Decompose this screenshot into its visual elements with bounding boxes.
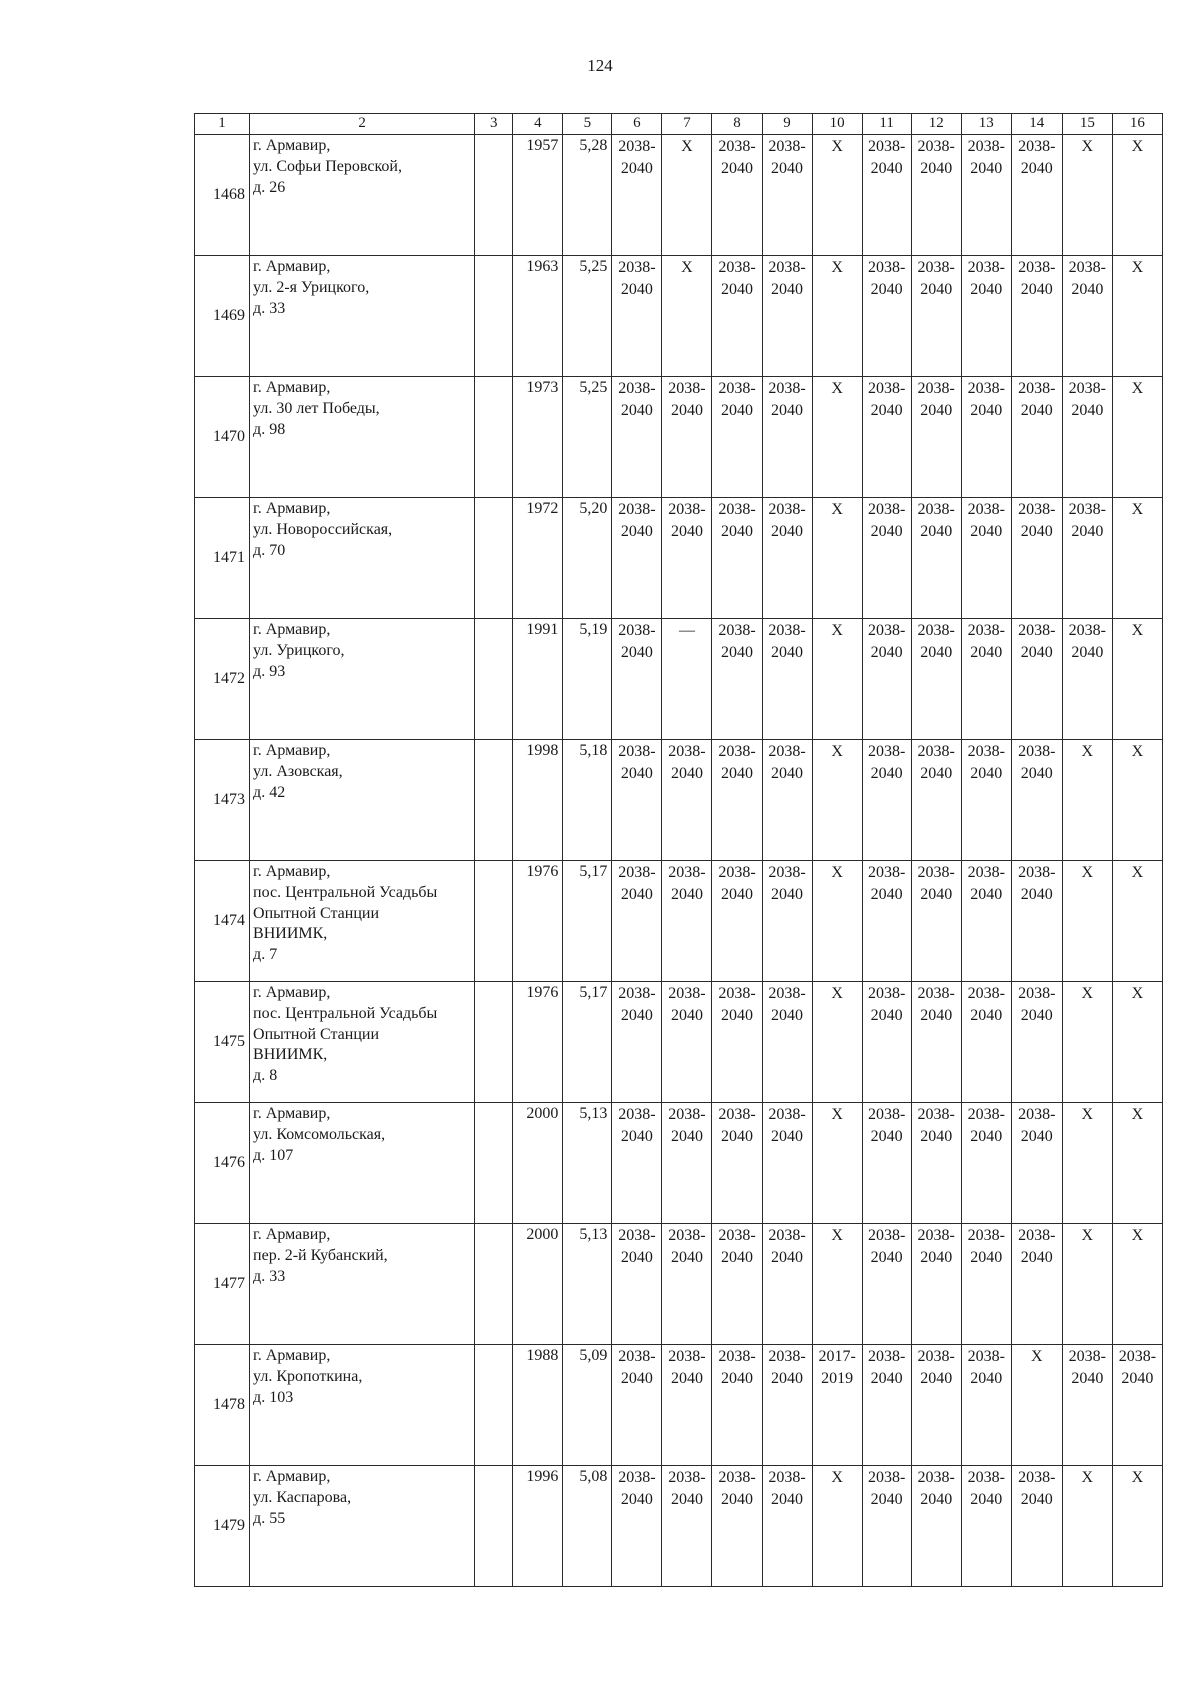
period-cell-col-16: 2038- 2040	[1112, 1345, 1162, 1466]
row-number: 1478	[195, 1345, 250, 1466]
period-cell-col-16: Х	[1112, 377, 1162, 498]
period-cell-col-14: Х	[1011, 1345, 1062, 1466]
period-cell-col-11: 2038- 2040	[862, 1103, 911, 1224]
year-cell: 2000	[513, 1224, 563, 1345]
period-cell-col-9: 2038- 2040	[762, 1466, 812, 1587]
period-cell-col-11: 2038- 2040	[862, 1345, 911, 1466]
period-cell-col-16: Х	[1112, 740, 1162, 861]
value-cell: 5,09	[563, 1345, 612, 1466]
column-3-cell	[475, 619, 513, 740]
column-number-4: 4	[513, 114, 563, 135]
period-cell-col-8: 2038- 2040	[712, 377, 762, 498]
period-cell-col-11: 2038- 2040	[862, 740, 911, 861]
column-number-5: 5	[563, 114, 612, 135]
period-cell-col-10: Х	[812, 1224, 862, 1345]
period-cell-col-6: 2038- 2040	[612, 135, 662, 256]
table-row	[195, 740, 1163, 861]
table-body	[195, 114, 1163, 1587]
period-cell-col-14: 2038- 2040	[1011, 1103, 1062, 1224]
row-number: 1472	[195, 619, 250, 740]
period-cell-col-13: 2038- 2040	[961, 377, 1011, 498]
period-cell-col-16: Х	[1112, 861, 1162, 982]
value-cell: 5,13	[563, 1224, 612, 1345]
row-number: 1469	[195, 256, 250, 377]
column-3-cell	[475, 135, 513, 256]
column-number-14: 14	[1011, 114, 1062, 135]
row-number: 1470	[195, 377, 250, 498]
period-cell-col-13: 2038- 2040	[961, 1224, 1011, 1345]
column-3-cell	[475, 1224, 513, 1345]
period-cell-col-8: 2038- 2040	[712, 135, 762, 256]
period-cell-col-13: 2038- 2040	[961, 135, 1011, 256]
column-number-11: 11	[862, 114, 911, 135]
period-cell-col-7: 2038- 2040	[662, 1103, 712, 1224]
period-cell-col-12: 2038- 2040	[911, 1345, 961, 1466]
table-row	[195, 619, 1163, 740]
period-cell-col-13: 2038- 2040	[961, 256, 1011, 377]
period-cell-col-10: Х	[812, 256, 862, 377]
table-row	[195, 1103, 1163, 1224]
period-cell-col-14: 2038- 2040	[1011, 1224, 1062, 1345]
row-number: 1475	[195, 982, 250, 1103]
period-cell-col-12: 2038- 2040	[911, 377, 961, 498]
period-cell-col-7: 2038- 2040	[662, 1224, 712, 1345]
period-cell-col-9: 2038- 2040	[762, 1224, 812, 1345]
period-cell-col-8: 2038- 2040	[712, 1466, 762, 1587]
year-cell: 1963	[513, 256, 563, 377]
period-cell-col-16: Х	[1112, 135, 1162, 256]
period-cell-col-12: 2038- 2040	[911, 740, 961, 861]
column-3-cell	[475, 256, 513, 377]
period-cell-col-8: 2038- 2040	[712, 861, 762, 982]
column-3-cell	[475, 740, 513, 861]
row-number: 1476	[195, 1103, 250, 1224]
period-cell-col-12: 2038- 2040	[911, 861, 961, 982]
year-cell: 1976	[513, 861, 563, 982]
period-cell-col-15: 2038- 2040	[1062, 377, 1112, 498]
table-row	[195, 498, 1163, 619]
period-cell-col-7: 2038- 2040	[662, 861, 712, 982]
period-cell-col-15: Х	[1062, 1103, 1112, 1224]
period-cell-col-7: Х	[662, 256, 712, 377]
period-cell-col-9: 2038- 2040	[762, 135, 812, 256]
period-cell-col-11: 2038- 2040	[862, 256, 911, 377]
period-cell-col-6: 2038- 2040	[612, 377, 662, 498]
year-cell: 1991	[513, 619, 563, 740]
address-cell: г. Армавир, ул. Кропоткина, д. 103	[250, 1345, 475, 1466]
page-number: 124	[587, 56, 613, 75]
period-cell-col-14: 2038- 2040	[1011, 135, 1062, 256]
period-cell-col-15: Х	[1062, 135, 1112, 256]
period-cell-col-13: 2038- 2040	[961, 1466, 1011, 1587]
period-cell-col-8: 2038- 2040	[712, 1345, 762, 1466]
period-cell-col-8: 2038- 2040	[712, 619, 762, 740]
period-cell-col-7: Х	[662, 135, 712, 256]
period-cell-col-12: 2038- 2040	[911, 498, 961, 619]
period-cell-col-12: 2038- 2040	[911, 135, 961, 256]
period-cell-col-8: 2038- 2040	[712, 498, 762, 619]
period-cell-col-10: Х	[812, 619, 862, 740]
period-cell-col-14: 2038- 2040	[1011, 1466, 1062, 1587]
period-cell-col-14: 2038- 2040	[1011, 982, 1062, 1103]
period-cell-col-9: 2038- 2040	[762, 619, 812, 740]
period-cell-col-10: Х	[812, 1466, 862, 1587]
value-cell: 5,25	[563, 377, 612, 498]
period-cell-col-9: 2038- 2040	[762, 1103, 812, 1224]
table-row	[195, 377, 1163, 498]
period-cell-col-12: 2038- 2040	[911, 256, 961, 377]
value-cell: 5,18	[563, 740, 612, 861]
address-cell: г. Армавир, пер. 2-й Кубанский, д. 33	[250, 1224, 475, 1345]
address-cell: г. Армавир, ул. Софьи Перовской, д. 26	[250, 135, 475, 256]
period-cell-col-6: 2038- 2040	[612, 619, 662, 740]
column-number-2: 2	[250, 114, 475, 135]
period-cell-col-13: 2038- 2040	[961, 982, 1011, 1103]
year-cell: 1957	[513, 135, 563, 256]
value-cell: 5,13	[563, 1103, 612, 1224]
address-cell: г. Армавир, пос. Центральной Усадьбы Опытной Станции ВНИИМК, д. 8	[250, 982, 475, 1103]
table-row	[195, 256, 1163, 377]
table-row	[195, 861, 1163, 982]
address-cell: г. Армавир, ул. 2-я Урицкого, д. 33	[250, 256, 475, 377]
table-row	[195, 982, 1163, 1103]
period-cell-col-15: Х	[1062, 1466, 1112, 1587]
value-cell: 5,20	[563, 498, 612, 619]
period-cell-col-14: 2038- 2040	[1011, 377, 1062, 498]
value-cell: 5,19	[563, 619, 612, 740]
period-cell-col-11: 2038- 2040	[862, 861, 911, 982]
period-cell-col-16: Х	[1112, 1466, 1162, 1587]
period-cell-col-15: 2038- 2040	[1062, 1345, 1112, 1466]
register-table	[194, 113, 1163, 1587]
column-number-10: 10	[812, 114, 862, 135]
period-cell-col-10: Х	[812, 740, 862, 861]
period-cell-col-12: 2038- 2040	[911, 1466, 961, 1587]
period-cell-col-10: Х	[812, 377, 862, 498]
row-number: 1474	[195, 861, 250, 982]
value-cell: 5,08	[563, 1466, 612, 1587]
period-cell-col-8: 2038- 2040	[712, 256, 762, 377]
period-cell-col-11: 2038- 2040	[862, 377, 911, 498]
period-cell-col-9: 2038- 2040	[762, 861, 812, 982]
table-row	[195, 1224, 1163, 1345]
row-number: 1477	[195, 1224, 250, 1345]
address-cell: г. Армавир, ул. Урицкого, д. 93	[250, 619, 475, 740]
period-cell-col-9: 2038- 2040	[762, 377, 812, 498]
period-cell-col-11: 2038- 2040	[862, 498, 911, 619]
row-number: 1468	[195, 135, 250, 256]
column-number-9: 9	[762, 114, 812, 135]
period-cell-col-9: 2038- 2040	[762, 1345, 812, 1466]
period-cell-col-13: 2038- 2040	[961, 1103, 1011, 1224]
year-cell: 1996	[513, 1466, 563, 1587]
address-cell: г. Армавир, пос. Центральной Усадьбы Опытной Станции ВНИИМК, д. 7	[250, 861, 475, 982]
period-cell-col-16: Х	[1112, 619, 1162, 740]
period-cell-col-16: Х	[1112, 1224, 1162, 1345]
period-cell-col-8: 2038- 2040	[712, 1103, 762, 1224]
address-cell: г. Армавир, ул. 30 лет Победы, д. 98	[250, 377, 475, 498]
period-cell-col-6: 2038- 2040	[612, 861, 662, 982]
period-cell-col-13: 2038- 2040	[961, 619, 1011, 740]
column-number-1: 1	[195, 114, 250, 135]
period-cell-col-6: 2038- 2040	[612, 1224, 662, 1345]
table-row	[195, 1345, 1163, 1466]
column-number-16: 16	[1112, 114, 1162, 135]
row-number: 1471	[195, 498, 250, 619]
column-number-6: 6	[612, 114, 662, 135]
column-number-8: 8	[712, 114, 762, 135]
period-cell-col-11: 2038- 2040	[862, 1224, 911, 1345]
period-cell-col-16: Х	[1112, 256, 1162, 377]
period-cell-col-11: 2038- 2040	[862, 1466, 911, 1587]
period-cell-col-14: 2038- 2040	[1011, 498, 1062, 619]
period-cell-col-16: Х	[1112, 1103, 1162, 1224]
period-cell-col-13: 2038- 2040	[961, 861, 1011, 982]
period-cell-col-15: Х	[1062, 740, 1112, 861]
period-cell-col-9: 2038- 2040	[762, 256, 812, 377]
address-cell: г. Армавир, ул. Новороссийская, д. 70	[250, 498, 475, 619]
period-cell-col-6: 2038- 2040	[612, 1466, 662, 1587]
period-cell-col-16: Х	[1112, 498, 1162, 619]
period-cell-col-6: 2038- 2040	[612, 982, 662, 1103]
period-cell-col-15: Х	[1062, 861, 1112, 982]
column-3-cell	[475, 498, 513, 619]
column-number-15: 15	[1062, 114, 1112, 135]
period-cell-col-13: 2038- 2040	[961, 1345, 1011, 1466]
period-cell-col-7: —	[662, 619, 712, 740]
period-cell-col-6: 2038- 2040	[612, 1345, 662, 1466]
period-cell-col-13: 2038- 2040	[961, 498, 1011, 619]
column-3-cell	[475, 1103, 513, 1224]
address-cell: г. Армавир, ул. Комсомольская, д. 107	[250, 1103, 475, 1224]
period-cell-col-8: 2038- 2040	[712, 1224, 762, 1345]
period-cell-col-15: Х	[1062, 982, 1112, 1103]
address-cell: г. Армавир, ул. Каспарова, д. 55	[250, 1466, 475, 1587]
period-cell-col-15: Х	[1062, 1224, 1112, 1345]
row-number: 1473	[195, 740, 250, 861]
period-cell-col-7: 2038- 2040	[662, 377, 712, 498]
table-row	[195, 135, 1163, 256]
year-cell: 1998	[513, 740, 563, 861]
column-3-cell	[475, 982, 513, 1103]
column-3-cell	[475, 377, 513, 498]
period-cell-col-14: 2038- 2040	[1011, 740, 1062, 861]
address-cell: г. Армавир, ул. Азовская, д. 42	[250, 740, 475, 861]
period-cell-col-9: 2038- 2040	[762, 740, 812, 861]
period-cell-col-6: 2038- 2040	[612, 256, 662, 377]
period-cell-col-10: 2017- 2019	[812, 1345, 862, 1466]
period-cell-col-6: 2038- 2040	[612, 1103, 662, 1224]
period-cell-col-12: 2038- 2040	[911, 1103, 961, 1224]
column-number-row	[195, 114, 1163, 135]
period-cell-col-7: 2038- 2040	[662, 1466, 712, 1587]
period-cell-col-10: Х	[812, 982, 862, 1103]
table-row	[195, 1466, 1163, 1587]
period-cell-col-9: 2038- 2040	[762, 498, 812, 619]
period-cell-col-10: Х	[812, 498, 862, 619]
period-cell-col-10: Х	[812, 1103, 862, 1224]
period-cell-col-7: 2038- 2040	[662, 982, 712, 1103]
year-cell: 2000	[513, 1103, 563, 1224]
period-cell-col-14: 2038- 2040	[1011, 861, 1062, 982]
period-cell-col-15: 2038- 2040	[1062, 498, 1112, 619]
year-cell: 1972	[513, 498, 563, 619]
period-cell-col-10: Х	[812, 135, 862, 256]
column-number-3: 3	[475, 114, 513, 135]
period-cell-col-8: 2038- 2040	[712, 982, 762, 1103]
period-cell-col-12: 2038- 2040	[911, 982, 961, 1103]
period-cell-col-11: 2038- 2040	[862, 135, 911, 256]
column-3-cell	[475, 861, 513, 982]
period-cell-col-11: 2038- 2040	[862, 619, 911, 740]
column-number-12: 12	[911, 114, 961, 135]
period-cell-col-8: 2038- 2040	[712, 740, 762, 861]
period-cell-col-12: 2038- 2040	[911, 619, 961, 740]
year-cell: 1976	[513, 982, 563, 1103]
period-cell-col-10: Х	[812, 861, 862, 982]
period-cell-col-12: 2038- 2040	[911, 1224, 961, 1345]
row-number: 1479	[195, 1466, 250, 1587]
column-number-7: 7	[662, 114, 712, 135]
period-cell-col-16: Х	[1112, 982, 1162, 1103]
period-cell-col-15: 2038- 2040	[1062, 256, 1112, 377]
period-cell-col-6: 2038- 2040	[612, 498, 662, 619]
period-cell-col-7: 2038- 2040	[662, 498, 712, 619]
value-cell: 5,28	[563, 135, 612, 256]
column-number-13: 13	[961, 114, 1011, 135]
year-cell: 1973	[513, 377, 563, 498]
period-cell-col-15: 2038- 2040	[1062, 619, 1112, 740]
column-3-cell	[475, 1345, 513, 1466]
column-3-cell	[475, 1466, 513, 1587]
period-cell-col-9: 2038- 2040	[762, 982, 812, 1103]
value-cell: 5,17	[563, 861, 612, 982]
period-cell-col-14: 2038- 2040	[1011, 256, 1062, 377]
period-cell-col-6: 2038- 2040	[612, 740, 662, 861]
period-cell-col-11: 2038- 2040	[862, 982, 911, 1103]
value-cell: 5,25	[563, 256, 612, 377]
period-cell-col-7: 2038- 2040	[662, 1345, 712, 1466]
period-cell-col-13: 2038- 2040	[961, 740, 1011, 861]
year-cell: 1988	[513, 1345, 563, 1466]
period-cell-col-7: 2038- 2040	[662, 740, 712, 861]
period-cell-col-14: 2038- 2040	[1011, 619, 1062, 740]
value-cell: 5,17	[563, 982, 612, 1103]
